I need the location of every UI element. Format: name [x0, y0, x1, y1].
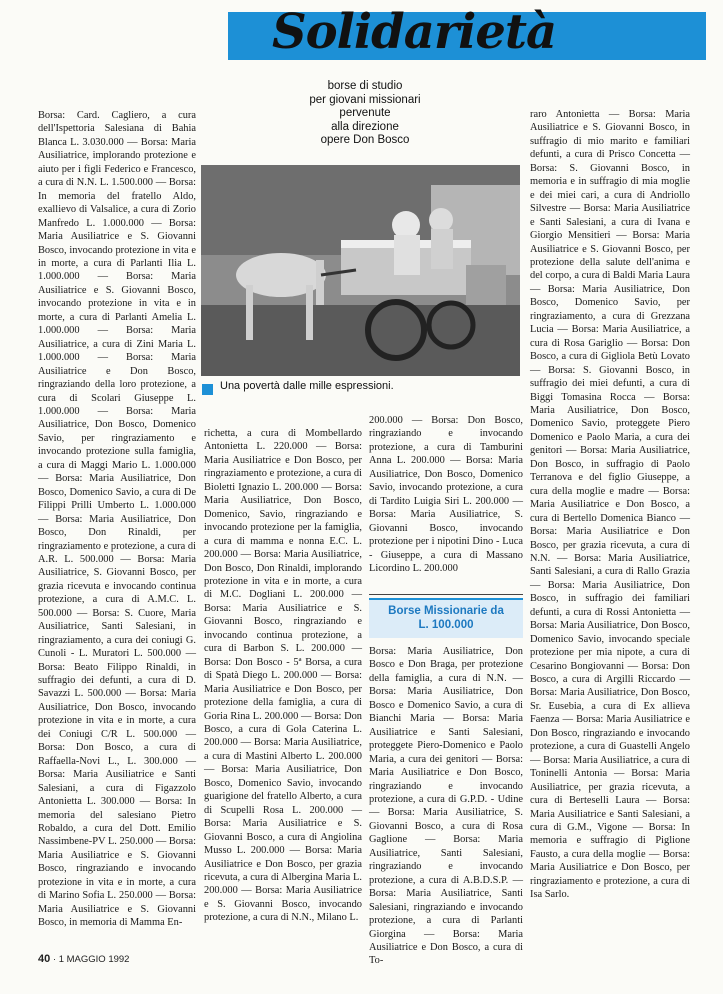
intro-line: borse di studio [327, 80, 403, 92]
intro-line: opere Don Bosco [320, 134, 410, 147]
intro-block [290, 80, 440, 148]
intro-line: per giovani missionari [309, 93, 421, 106]
section-heading-line1: Borse Missionarie da [388, 605, 504, 617]
photo-caption: Una povertà dalle mille espressioni. [220, 380, 394, 392]
text-column-4 [530, 108, 690, 902]
column-text: richetta, a cura di Mombellardo Antonietta L. 220.000 — Borsa: Maria Ausiliatrice e Don Bosco, per ringraziamento e protezione, a cura di Bioletti Ignazio L. 200.000 — Borsa: Maria Ausiliatrice, Don Bosco, Domenico, Savio, ringraziando e invocando protezione per la famiglia, a cura di mamma e nonna E.C. L. 200.000 — Borsa: Maria Ausiliatrice, Don Bosco, Don Rinaldi, implorando protezione in vita e in morte, a cura di M.C. Dogliani L. 200.000 — Borsa: Maria Ausiliatrice e S. Giovanni Bosco, ringraziando e invocando continua protezione, a cura di Barbon S. L. 200.000 — Borsa: Don Bosco - 5ª Borsa, a cura di Spatà Diego L. 200.000 — Borsa: Maria Ausiliatrice e Don Bosco, per protezione della famiglia, a cura di Goria Rina L. 200.000 — Borsa: Don Bosco, a cura di Gola Caterina L. 200.000 — Borsa: Maria Ausiliatrice, a cura di Mastini Alberto L. 200.000 — Borsa: Maria Ausiliatrice, Don Bosco, Domenico Savio, invocando guarigione del fratello Alberto, a cura di Scupelli Rosa L. 200.000 — Borsa: Maria Ausiliatrice e S. Giovanni Bosco, a cura di Angiolina Musso L. 200.000 — Borsa: Maria Ausiliatrice e Don Bosco, per grazia ricevuta, a cura di Albergina Maria L. 200.000 — Borsa: Maria Ausiliatrice e S. Giovanni Bosco, invocando protezione, a cura di N.N., Milano L. [204, 428, 362, 924]
intro-line: alla direzione [331, 120, 399, 133]
section-divider [369, 594, 523, 595]
text-column-3-bottom [369, 645, 523, 968]
column-text: Borsa: Card. Cagliero, a cura dell'Ispettoria Salesiana di Bahia Blanca L. 3.030.000 — Borsa: Maria Ausiliatrice, implorando protezione e aiuto per i figli Federico e Francesco, a cura di N.N. L. 1.500.000 — Borsa: In memoria del fratello Aldo, exallievo di Valsalice, a cura di Zorio Manfredo L. 1.000.000 — Borsa: Maria Ausiliatrice e S. Giovanni Bosco, invocando protezione in vita e in morte, a cura di Parlanti Ilia L. 1.000.000 — Borsa: Maria Ausiliatrice e S. Giovanni Bosco, invocando protezione in vita e in morte, a cura di Parlanti Amelia L. 1.000.000 — Borsa: Maria Ausiliatrice, a cura di Zini Maria L. 1.000.000 — Borsa: Maria Ausiliatrice e Don Bosco, ringraziando della loro protezione, a cura di Scolari Giuseppe L. 1.000.000 — Borsa: Maria Ausiliatrice, Don Bosco, Domenico Savio, per ringraziamento e invocando protezione sulla famiglia, a cura di Maggi Mario L. 1.000.000 — Borsa: Maria Ausiliatrice, Don Bosco, Domenico Savio, a cura di De Filippi Prilli Umberto L. 1.000.000 — Borsa: Maria Ausiliatrice, Don Bosco, Don Rinaldi, per ringraziamento e protezione, a cura di A.R. L. 500.000 — Borsa: Maria Ausiliatrice, S. Giovanni Bosco, per grazia ricevuta e invocando continua protezione, a cura di A.M.C. L. 500.000 — Borsa: S. Cuore, Maria Ausiliatrice, Santi Salesiani, in ringraziamento, a cura dei coniugi G. Cunoli - L. Muratori L. 500.000 — Borsa: Beato Filippo Rinaldi, in suffragio dei defunti, a cura di D. Savazzi L. 500.000 — Borsa: Maria Ausiliatrice, Don Bosco, invocando protezione in vita e in morte, a cura dei Coniugi C/R L. 500.000 — Borsa: Don Bosco, a cura di Raffaella-Novi L., L. 300.000 — Borsa: Maria Ausiliatrice e Santi Salesiani, a cura di Figazzolo Antonietta L. 300.000 — Borsa: In memoria del salesiano Pietro Robaldo, a cura del Dott. Emilio Nassimbene-PV L. 250.000 — Borsa: Maria Ausiliatrice e S. Giovanni Bosco, ringraziando e invocando protezione in vita e in morte, a cura di Marino Sofia L. 250.000 — Borsa: Maria Ausiliatrice e S. Giovanni Bosco, in memoria di Mamma En- [38, 110, 196, 929]
horse-cart-illustration [201, 165, 520, 376]
column-text: raro Antonietta — Borsa: Maria Ausiliatrice e S. Giovanni Bosco, in suffragio di mio marito e familiari defunti, a cura di Prisco Concetta — Borsa: S. Giovanni Bosco, in memoria e in suffragio di mia moglie e dei miei cari, a cura di Andriollo Silvestre — Borsa: Maria Ausiliatrice e Santi Salesiani, a cura di Ivana e Giorgio Mensitieri — Borsa: Maria Ausiliatrice e S. Giovanni Bosco, per protezione della salute dell'anima e del corpo, a cura di Baldi Maria Laura — Borsa: Maria Ausiliatrice, Don Bosco, Domenico Savio, per ringraziamento, a cura di Grezzana Lucia — Borsa: Maria Ausiliatrice, a cura di Rosa Gariglio — Borsa: Don Bosco, a cura di Gigliola Betù Lovato — Borsa: S. Giovanni Bosco, in suffragio dei miei defunti, a cura di Biggi Tomasina Rocca — Borsa: Maria Ausiliatrice, Don Bosco, Domenico Savio, proteggete Piero Domenico e Paolo Maria, a cura dei genitori — Borsa: Maria Ausiliatrice, Don Bosco, in suffragio di Paolo Terranova e del figlio Giuseppe, a cura della moglie e madre — Borsa: Maria Ausiliatrice e Don Bosco, a cura di Bertello Domenica Bianco — Borsa: Maria Ausiliatrice e Don Bosco, per grazia ricevuta, a cura di N.N. — Borsa: Maria Ausiliatrice, Santi Salesiani, a cura di Rallo Grazia — Borsa: Maria Ausiliatrice, Don Bosco, in suffragio dei familiari defunti, a cura di Rossi Antonietta — Borsa: Maria Ausiliatrice, Don Bosco, Domenico Savio, invocando speciale protezione per mia nipote, a cura di Cesarino Bongiovanni — Borsa: Don Bosco, a cura di Argilli Riccardo — Borsa: Maria Ausiliatrice, Don Bosco, Sr. Eusebia, a cura di Ex allieva Faenza — Borsa: Maria Ausiliatrice e Don Bosco, ringraziando e invocando protezione, a cura di Guastelli Angelo — Borsa: Maria Ausiliatrice, a cura di Toninelli Antonia — Borsa: Maria Ausiliatrice, per grazia ricevuta, a cura di Berteselli Laura — Borsa: Maria Ausiliatrice e Santi Salesiani, a cura di G.M., Vigone — Borsa: In memoria e suffragio di Piglione Fausto, a cura della moglie — Borsa: Maria Ausiliatrice e Don Bosco, per ringraziamento e protezione, a cura di Isa Sarlo. [530, 109, 690, 901]
caption-marker [202, 384, 213, 395]
text-column-2 [204, 427, 362, 925]
section-heading-line2: L. 100.000 [418, 619, 474, 631]
column-text: 200.000 — Borsa: Don Bosco, ringraziando e invocando protezione, a cura di Tamburini Anna L. 200.000 — Borsa: Maria Ausiliatrice, Don Bosco, Domenico Savio, invocando protezione, a cura di Tardito Luigia Siri L. 200.000 — Borsa: Maria Ausiliatrice, S. Giovanni Bosco, invocando protezione per i nipotini Dino - Luca - Giuseppe, a cura di Massano Licordino L. 200.000 [369, 415, 523, 574]
text-column-3-top [369, 414, 523, 575]
page-footer [38, 953, 129, 965]
column-text: Borsa: Maria Ausiliatrice, Don Bosco e Don Braga, per protezione della famiglia, a cura di N.N. — Borsa: Maria Ausiliatrice, Don Bosco e Domenico Savio, a cura di Bianchi Maria — Borsa: Maria Ausiliatrice e Santi Salesiani, proteggete Piero-Domenico e Paolo Maria, a cura dei genitori — Borsa: Maria Ausiliatrice e Don Bosco, ringraziando e invocando protezione, a cura di G.P.D. - Udine — Borsa: Maria Ausiliatrice, S. Giovanni Bosco, a cura di Rosa Gaglione — Borsa: Maria Ausiliatrice, Santi Salesiani, ringraziando e invocando protezione, a cura di A.B.D.S.P. — Borsa: Maria Ausiliatrice, Santi Salesiani, ringraziando e invocando protezione, a cura di Parlanti Giorgina — Borsa: Maria Ausiliatrice e Don Bosco, a cura di To- [369, 646, 523, 967]
section-heading-box [369, 598, 523, 638]
page-number: 40 [38, 953, 51, 965]
photo-horse-cart [201, 165, 520, 376]
intro-line: pervenute [339, 107, 391, 120]
issue-date: · 1 MAGGIO 1992 [52, 954, 130, 965]
text-column-1 [38, 109, 196, 930]
page-title: Solidarietà [272, 4, 557, 60]
